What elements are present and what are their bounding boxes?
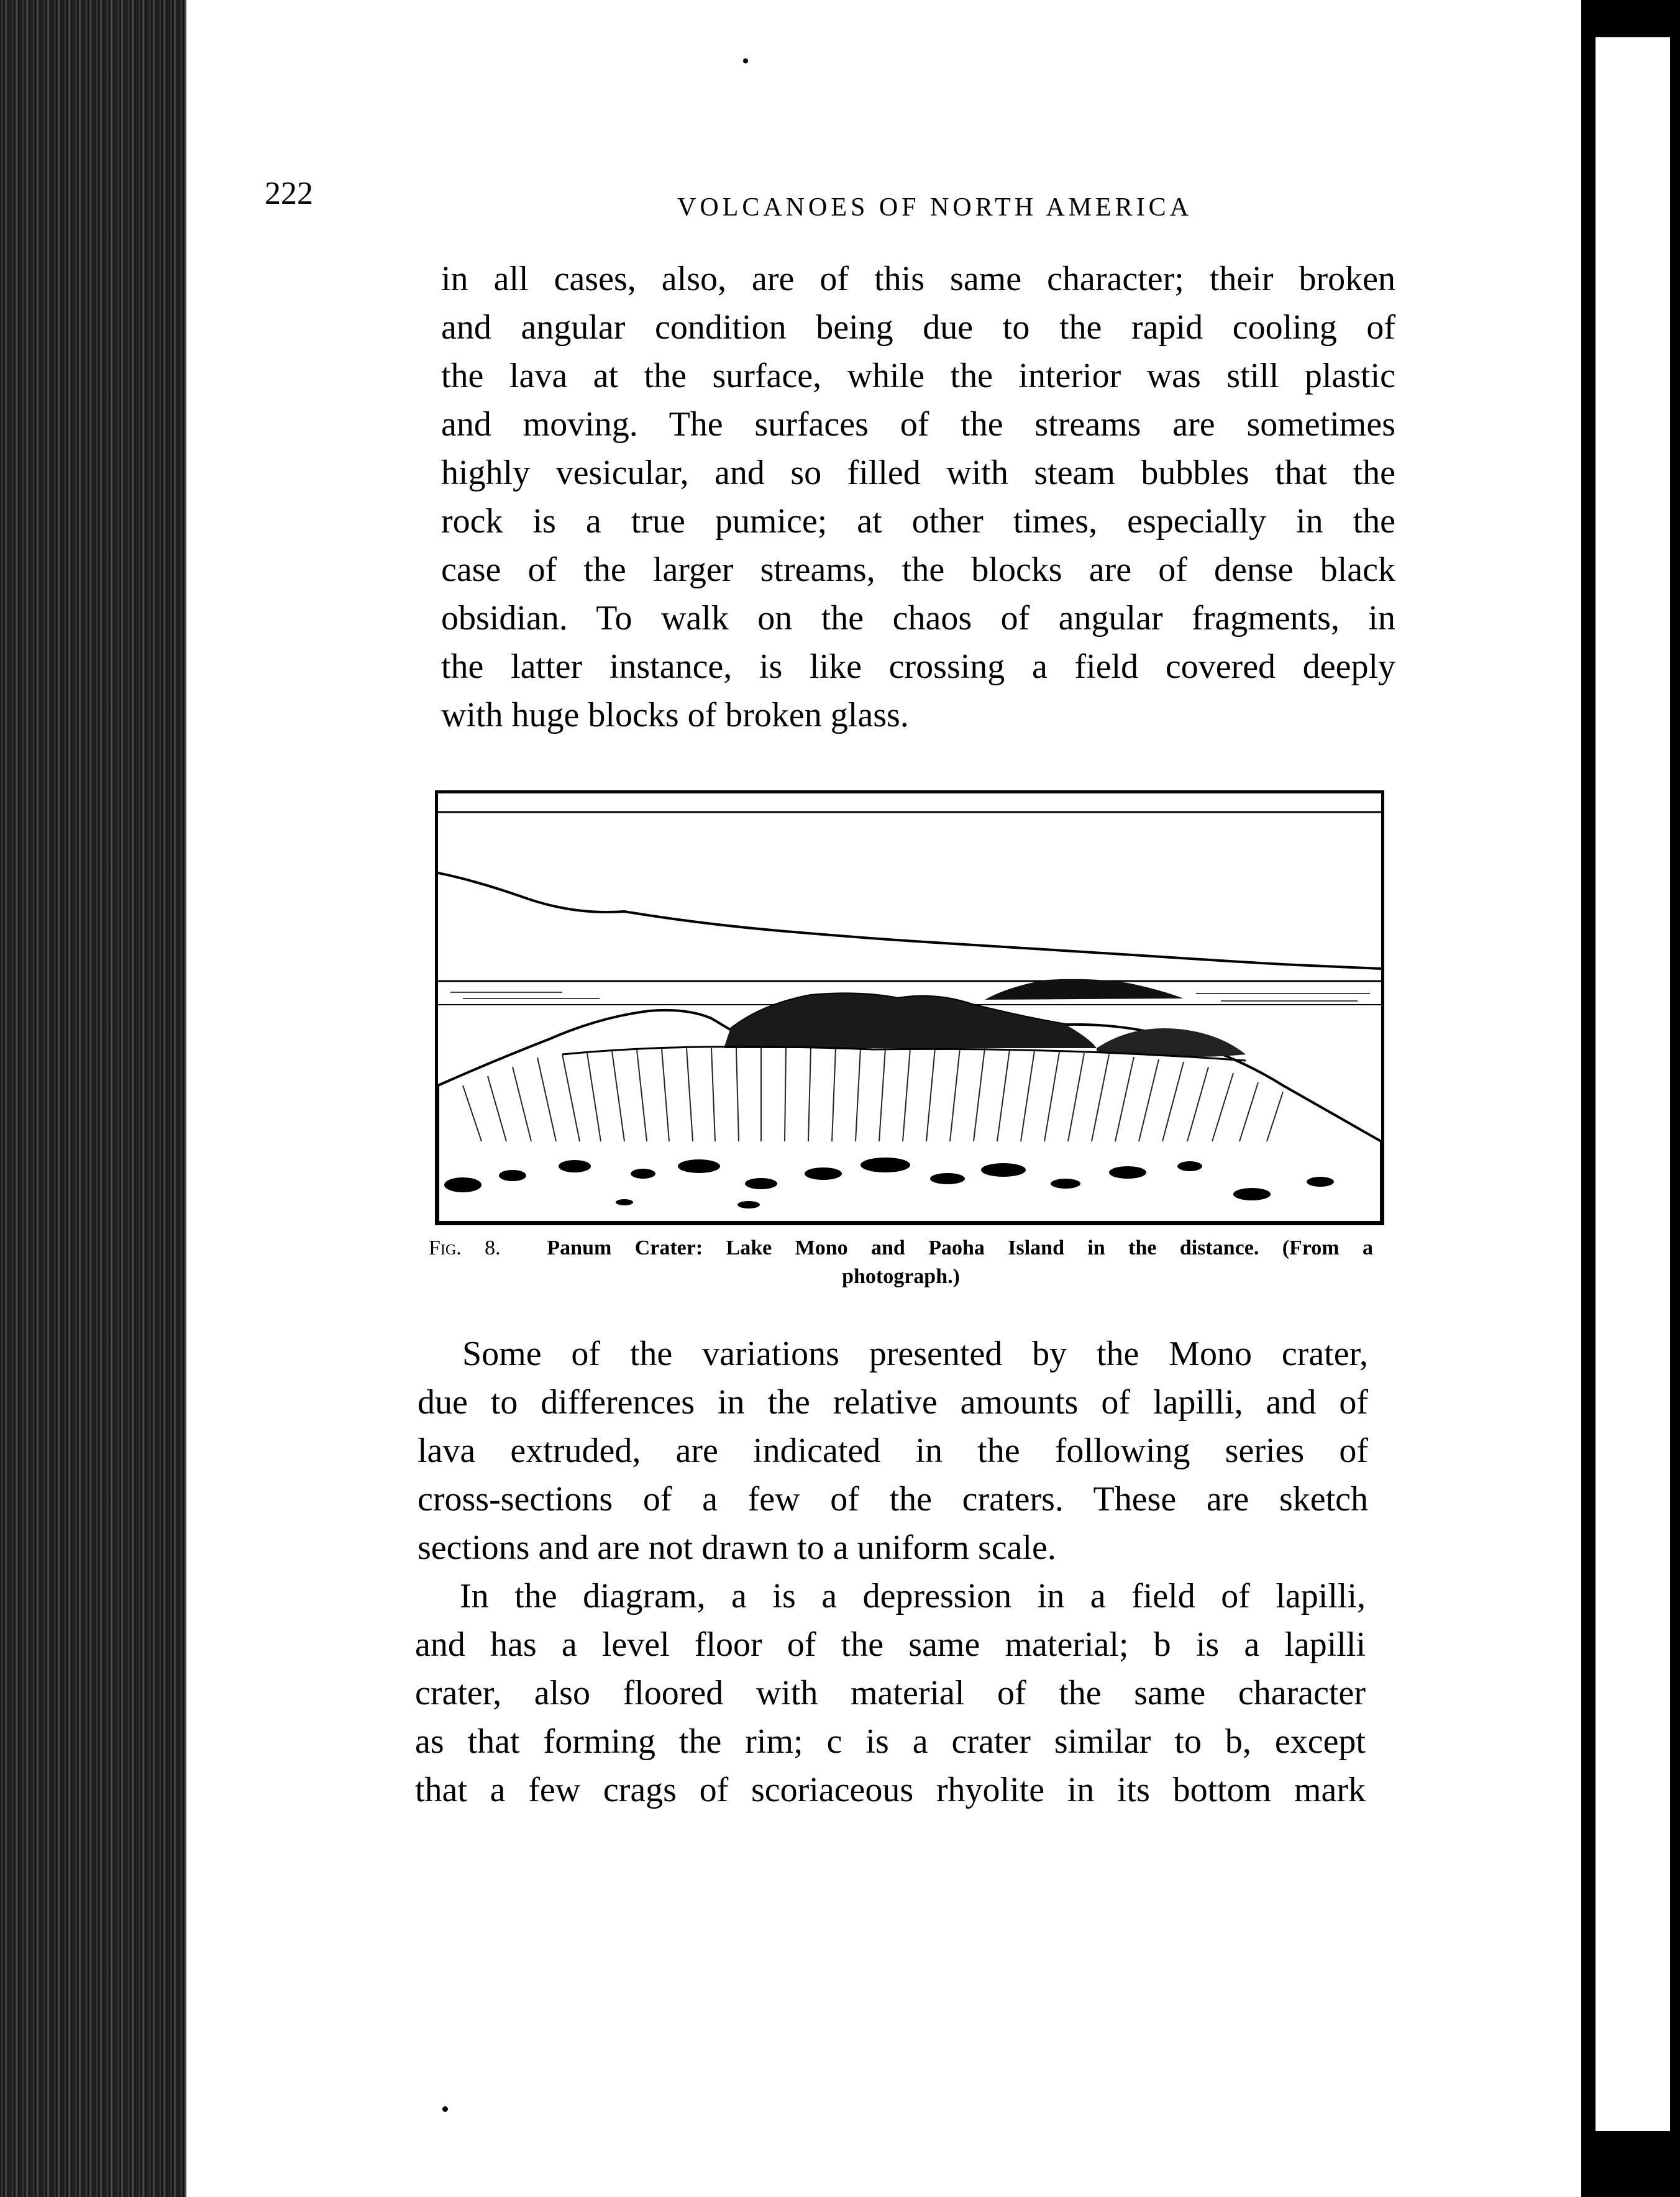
caption-line-1 <box>429 1234 1373 1263</box>
text-line: obsidian. To walk on the chaos of angular fragments, in <box>441 599 1395 637</box>
text-line: with huge blocks of broken glass. <box>441 696 909 734</box>
print-speck <box>743 58 748 63</box>
text-line: cross-sections of a few of the craters. These are sketch <box>418 1480 1368 1519</box>
paragraph-1 <box>441 255 1395 739</box>
text-line: Some of the variations presented by the Mono crater, <box>462 1335 1368 1373</box>
crater-engraving <box>438 793 1381 1222</box>
text-line: as that forming the rim; c is a crater similar to b, except <box>415 1722 1366 1761</box>
text-line: due to differences in the relative amounts of lapilli, and of <box>418 1383 1368 1422</box>
caption-line-2: photograph.) <box>842 1265 960 1288</box>
facing-page-edge <box>1592 37 1670 2131</box>
figure-caption <box>429 1234 1373 1291</box>
text-line: in all cases, also, are of this same character; their broken <box>441 260 1395 298</box>
figure-panum-crater-illustration <box>435 790 1384 1225</box>
text-line: that a few crags of scoriaceous rhyolite in its bottom mark <box>415 1771 1366 1809</box>
paragraph-3 <box>415 1572 1366 1814</box>
page-number: 222 <box>265 176 313 211</box>
text-line: crater, also floored with material of the same character <box>415 1674 1366 1712</box>
figure-label: Fig. 8. <box>429 1236 501 1259</box>
text-line: In the diagram, a is a depression in a field of lapilli, <box>460 1577 1366 1615</box>
paragraph-2 <box>418 1330 1368 1572</box>
book-page-edges-left <box>0 0 186 2197</box>
text-line: and has a level floor of the same material; b is a lapilli <box>415 1625 1366 1664</box>
text-line: and moving. The surfaces of the streams are sometimes <box>441 405 1395 444</box>
text-line: and angular condition being due to the rapid cooling of <box>441 308 1395 347</box>
text-line: the latter instance, is like crossing a field covered deeply <box>441 647 1395 686</box>
running-title: VOLCANOES OF NORTH AMERICA <box>677 193 1193 222</box>
text-line: lava extruded, are indicated in the following series of <box>418 1432 1368 1470</box>
print-speck <box>442 2106 448 2112</box>
caption-text: Panum Crater: Lake Mono and Paoha Island in the distance. (From a <box>547 1236 1374 1259</box>
text-line: sections and are not drawn to a uniform scale. <box>418 1528 1056 1567</box>
text-line: highly vesicular, and so filled with steam bubbles that the <box>441 454 1395 492</box>
text-line: the lava at the surface, while the interior was still plastic <box>441 357 1395 395</box>
text-line: case of the larger streams, the blocks are of dense black <box>441 550 1395 589</box>
text-line: rock is a true pumice; at other times, especially in the <box>441 502 1395 541</box>
